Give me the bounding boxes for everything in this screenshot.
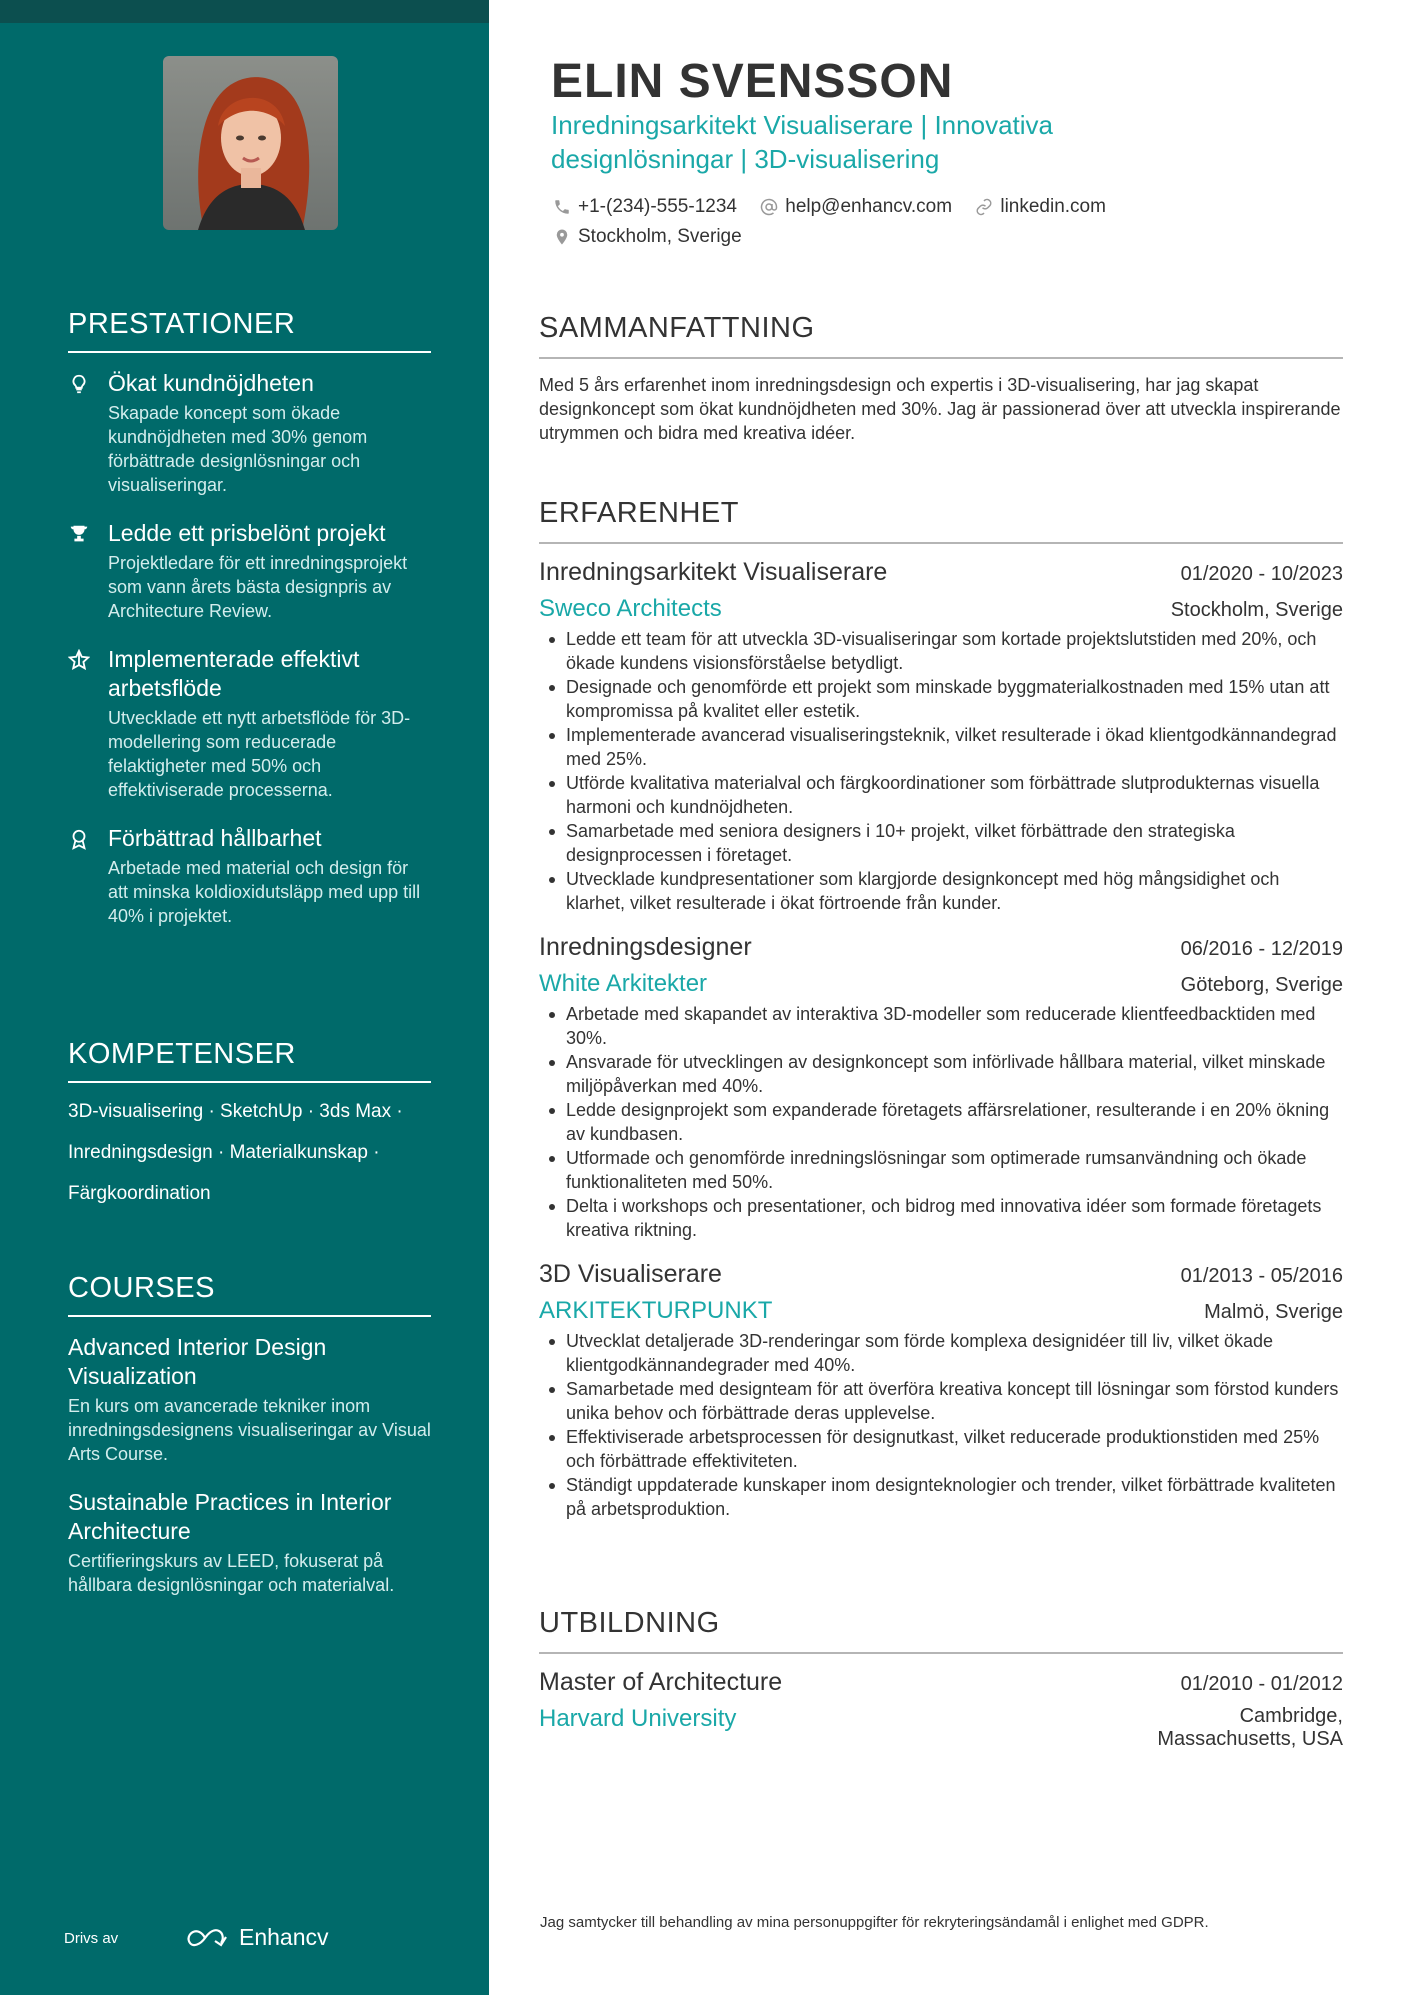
- job-bullet: Samarbetade med seniora designers i 10+ projekt, vilket förbättrade den strategiska designprocessen i företaget.: [566, 819, 1343, 867]
- linkedin-text: linkedin.com: [1000, 196, 1106, 217]
- education-dates: 01/2010 - 01/2012: [1180, 1673, 1343, 1695]
- company-name: Sweco Architects: [539, 595, 722, 622]
- enhancv-logo-icon: [185, 1927, 231, 1949]
- sidebar: [0, 0, 489, 1995]
- contact-location: [553, 222, 742, 252]
- achievement-title: Implementerade effektivt arbetsflöde: [108, 646, 360, 701]
- profile-photo: [163, 56, 338, 230]
- education-entry: [539, 1668, 1343, 1751]
- job-bullet: Utformade och genomförde inredningslösningar som optimerade rumsanvändning och ökade funktionaliteten med 50%.: [566, 1146, 1343, 1194]
- company-name: White Arkitekter: [539, 970, 708, 997]
- job-bullet: Designade och genomförde ett projekt som minskade byggmaterialkostnaden med 15% utan att kompromissa på kvalitet eller estetik.: [566, 675, 1343, 723]
- course-item: [68, 1488, 431, 1597]
- experience-title: ERFARENHET: [539, 497, 1343, 544]
- phone-icon: [553, 198, 571, 216]
- achievement-desc: Arbetade med material och design för att minska koldioxidutsläpp med upp till 40% i projektet.: [108, 858, 421, 926]
- job-bullet: Ledde ett team för att utveckla 3D-visualiseringar som kortade projektslutstiden med 20%, och ökade kundens visionsförståelse betydligt.: [566, 627, 1343, 675]
- job-bullet: Ansvarade för utvecklingen av designkoncept som införlivade hållbara material, vilket minskade miljöpåverkan med 40%.: [566, 1050, 1343, 1098]
- sidebar-top-bar: [0, 0, 489, 23]
- job-location: Göteborg, Sverige: [1180, 974, 1343, 996]
- award-icon: [68, 828, 90, 850]
- achievement-item: [68, 645, 431, 802]
- course-item: [68, 1333, 431, 1466]
- achievement-item: [68, 369, 431, 497]
- job-entry: [539, 1260, 1343, 1521]
- job-bullet: Utvecklade kundpresentationer som klargjorde designkoncept med hög mångsidighet och klarhet, vilket resulterade i ökat förtroende från kunder.: [566, 867, 1343, 915]
- location-text: Stockholm, Sverige: [578, 226, 742, 247]
- candidate-name: ELIN SVENSSON: [551, 55, 954, 108]
- job-location: Stockholm, Sverige: [1170, 599, 1343, 621]
- achievement-desc: Skapade koncept som ökade kundnöjdheten med 30% genom förbättrade designlösningar och visualiseringar.: [108, 403, 368, 495]
- gdpr-consent: Jag samtycker till behandling av mina personuppgifter för rekryteringsändamål i enlighet med GDPR.: [540, 1914, 1209, 1931]
- job-bullets: [539, 627, 1343, 915]
- trophy-icon: [68, 523, 90, 545]
- contact-linkedin[interactable]: [975, 192, 1106, 222]
- experience-section: [539, 497, 1343, 1521]
- course-desc: Certifieringskurs av LEED, fokuserat på hållbara designlösningar och materialval.: [68, 1551, 395, 1595]
- contact-email[interactable]: [760, 192, 952, 222]
- education-section: [539, 1607, 1343, 1751]
- education-location: [1157, 1705, 1343, 1751]
- job-title: Inredningsarkitekt Visualiserare: [539, 558, 888, 586]
- job-bullet: Utvecklat detaljerade 3D-renderingar som förde komplexa designidéer till liv, vilket ökade klientgodkännandegrader med 40%.: [566, 1329, 1343, 1377]
- job-title: 3D Visualiserare: [539, 1260, 722, 1288]
- job-bullets: [539, 1002, 1343, 1242]
- enhancv-logo[interactable]: [185, 1924, 329, 1951]
- contact-phone[interactable]: [553, 192, 737, 222]
- education-title: UTBILDNING: [539, 1607, 1343, 1654]
- course-desc: En kurs om avancerade tekniker inom inredningsdesignens visualiseringar av Visual Arts Course.: [68, 1396, 431, 1464]
- link-icon: [975, 198, 993, 216]
- skills-line: 3D-visualisering · SketchUp · 3ds Max ·: [68, 1101, 403, 1122]
- job-title: Inredningsdesigner: [539, 933, 752, 961]
- job-dates: 06/2016 - 12/2019: [1180, 938, 1343, 960]
- powered-by-label: Drivs av: [64, 1930, 119, 1947]
- lightbulb-icon: [68, 373, 90, 395]
- skills-list: [68, 1091, 431, 1214]
- job-bullet: Arbetade med skapandet av interaktiva 3D-modeller som reducerade klientfeedbacktiden med 30%.: [566, 1002, 1343, 1050]
- school-name: Harvard University: [539, 1705, 737, 1732]
- achievement-item: [68, 824, 431, 928]
- location-pin-icon: [553, 228, 571, 246]
- skills-line: Inredningsdesign · Materialkunskap ·: [68, 1142, 380, 1163]
- achievement-desc: Utvecklade ett nytt arbetsflöde för 3D-modellering som reducerade felaktigheter med 50% och effektiviserade processerna.: [108, 708, 411, 800]
- contact-info: [553, 192, 1253, 252]
- education-location-line: Massachusetts, USA: [1157, 1728, 1343, 1750]
- achievement-item: [68, 519, 431, 623]
- at-icon: [760, 198, 778, 216]
- job-bullet: Utförde kvalitativa materialval och färgkoordinationer som förbättrade slutprodukternas visuella harmoni och kundnöjdheten.: [566, 771, 1343, 819]
- job-bullet: Ledde designprojekt som expanderade företagets affärsrelationer, resulterande i en 20% ökning av kundbasen.: [566, 1098, 1343, 1146]
- skills-title: KOMPETENSER: [68, 1038, 431, 1083]
- job-dates: 01/2020 - 10/2023: [1180, 563, 1343, 585]
- achievement-title: Ökat kundnöjdheten: [108, 370, 314, 396]
- email-text: help@enhancv.com: [785, 196, 953, 217]
- job-bullet: Delta i workshops och presentationer, och bidrog med innovativa idéer som formade företagets kreativa riktning.: [566, 1194, 1343, 1242]
- achievement-title: Förbättrad hållbarhet: [108, 825, 322, 851]
- job-bullet: Ständigt uppdaterade kunskaper inom designteknologier och trender, vilket förbättrade kvaliteten på arbetsproduktion.: [566, 1473, 1343, 1521]
- star-icon: [68, 649, 90, 671]
- course-title: Sustainable Practices in Interior Architecture: [68, 1489, 392, 1544]
- courses-section: [68, 1272, 431, 1597]
- courses-title: COURSES: [68, 1272, 431, 1317]
- achievement-desc: Projektledare för ett inredningsprojekt som vann årets bästa designpris av Architecture Review.: [108, 553, 408, 621]
- phone-text: +1-(234)-555-1234: [578, 196, 737, 217]
- summary-title: SAMMANFATTNING: [539, 312, 1343, 359]
- job-dates: 01/2013 - 05/2016: [1180, 1265, 1343, 1287]
- job-entry: [539, 558, 1343, 915]
- job-bullet: Implementerade avancerad visualiseringsteknik, vilket resulterade i ökad klientgodkännandegrad med 25%.: [566, 723, 1343, 771]
- job-bullet: Samarbetade med designteam för att överföra kreativa koncept till lösningar som förstod kunders unika behov och förbättrade deras upplevelse.: [566, 1377, 1343, 1425]
- skills-line: Färgkoordination: [68, 1183, 211, 1204]
- job-bullet: Effektiviserade arbetsprocessen för designutkast, vilket reducerade produktionstiden med 25% och förbättrade effektiviteten.: [566, 1425, 1343, 1473]
- course-title: Advanced Interior Design Visualization: [68, 1334, 327, 1389]
- headline: Inredningsarkitekt Visualiserare | Innovativa designlösningar | 3D-visualisering: [551, 110, 1053, 174]
- job-bullets: [539, 1329, 1343, 1521]
- summary-section: [539, 312, 1343, 445]
- summary-text: Med 5 års erfarenhet inom inredningsdesign och expertis i 3D-visualisering, har jag skapat designkoncept som ökat kundnöjdheten med 30%. Jag är passionerad över att utveckla inspirerande utrymmen och bidra med kreativa idéer.: [539, 375, 1341, 443]
- skills-section: [68, 1038, 431, 1214]
- achievements-section: [68, 308, 431, 928]
- enhancv-logo-text: Enhancv: [239, 1924, 329, 1950]
- company-name: ARKITEKTURPUNKT: [539, 1297, 773, 1324]
- achievement-title: Ledde ett prisbelönt projekt: [108, 520, 386, 546]
- education-location-line: Cambridge,: [1239, 1705, 1343, 1727]
- degree: Master of Architecture: [539, 1668, 783, 1696]
- achievements-title: PRESTATIONER: [68, 308, 431, 353]
- job-entry: [539, 933, 1343, 1242]
- job-location: Malmö, Sverige: [1204, 1301, 1343, 1323]
